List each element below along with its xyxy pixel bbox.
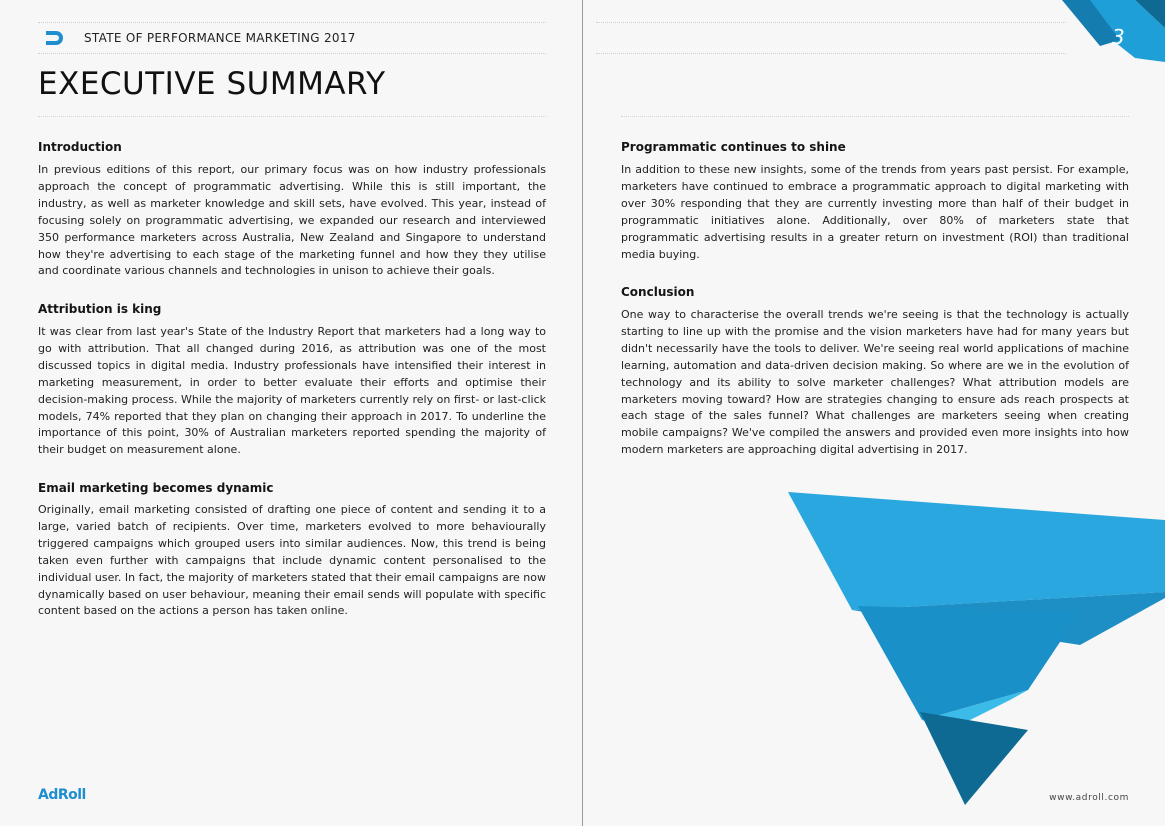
page-number: 3 xyxy=(1112,25,1125,49)
section-body-conclusion: One way to characterise the overall trends we're seeing is that the technology is actually starting to line up with the promise and the vision marketers have had for many years but didn't necessarily have the tools to deliver. We're seeing real world applications of machine learning, automation and data-driven decision making. So where are we in the evolution of technology and its ability to solve marketer challenges? What attribution models are marketers moving toward? How are strategies changing to ensure ads reach prospects at each stage of the sales funnel? What challenges are marketers seeing when creating mobile campaigns? We've compiled the answers and provided even more insights into how modern marketers are approaching digital advertising in 2017. xyxy=(621,308,1129,457)
header-logo-icon xyxy=(46,31,63,45)
heading-divider xyxy=(38,116,546,117)
section-body-programmatic: In addition to these new insights, some of the trends from years past persist. For example, marketers have continued to embrace a programmatic approach to digital marketing with over 30% responding that they are currently investing more than half of their budget in programmatic initiatives alone. Additionally, over 80% of marketers state that programmatic advertising results in a greater return on investment (ROI) than traditional media buying. xyxy=(621,163,1129,261)
funnel-band-1 xyxy=(788,492,1165,610)
section-body-attribution: It was clear from last year's State of the Industry Report that marketers had a long way to go with attribution. That all changed during 2016, as attribution was one of the most discussed topics in digital media. Industry professionals have intensified their interest in marketing measurement, in order to better evaluate their efforts and optimise their decision-making process. While the majority of marketers currently rely on first- or last-click models, 74% reported that they plan on changing their approach in 2017. To underline the importance of this point, 30% of Australian marketers reported spending the majority of their budget on measurement alone. xyxy=(38,325,546,457)
footer-url[interactable]: www.adroll.com xyxy=(1049,793,1129,803)
section-title-introduction: Introduction xyxy=(38,140,122,154)
funnel-tip xyxy=(920,712,1028,805)
report-title: STATE OF PERFORMANCE MARKETING 2017 xyxy=(84,31,356,45)
adroll-logo: AdRoll xyxy=(38,787,86,803)
right-column-divider xyxy=(621,116,1129,117)
section-title-programmatic: Programmatic continues to shine xyxy=(621,140,846,154)
section-body-introduction: In previous editions of this report, our primary focus was on how industry professionals approach the concept of programmatic advertising. While this is still important, the industry, as well as marketer knowledge and skill sets, have evolved. This year, instead of focusing solely on programmatic advertising, we expanded our research and interviewed 350 performance marketers across Australia, New Zealand and Singapore to understand how they're advertising to each stage of the marketing funnel and how they they utilise and coordinate various channels and technologies in unison to achieve their goals. xyxy=(38,163,546,278)
funnel-band-2 xyxy=(858,606,1080,720)
page-title: EXECUTIVE SUMMARY xyxy=(38,66,386,102)
section-title-attribution: Attribution is king xyxy=(38,302,162,316)
section-title-conclusion: Conclusion xyxy=(621,285,695,299)
section-body-email-marketing: Originally, email marketing consisted of drafting one piece of content and sending it to a large, varied batch of recipients. Over time, marketers evolved to more behaviourally triggered campaigns which grouped users into similar audiences. Now, this trend is being taken even further with campaigns that include dynamic content personalised to the individual user. In fact, the majority of marketers stated that their email campaigns are now dynamically based on user behaviour, meaning their email sends will populate with specific content based on the actions a person has taken online. xyxy=(38,503,546,618)
section-title-email-marketing: Email marketing becomes dynamic xyxy=(38,481,274,495)
